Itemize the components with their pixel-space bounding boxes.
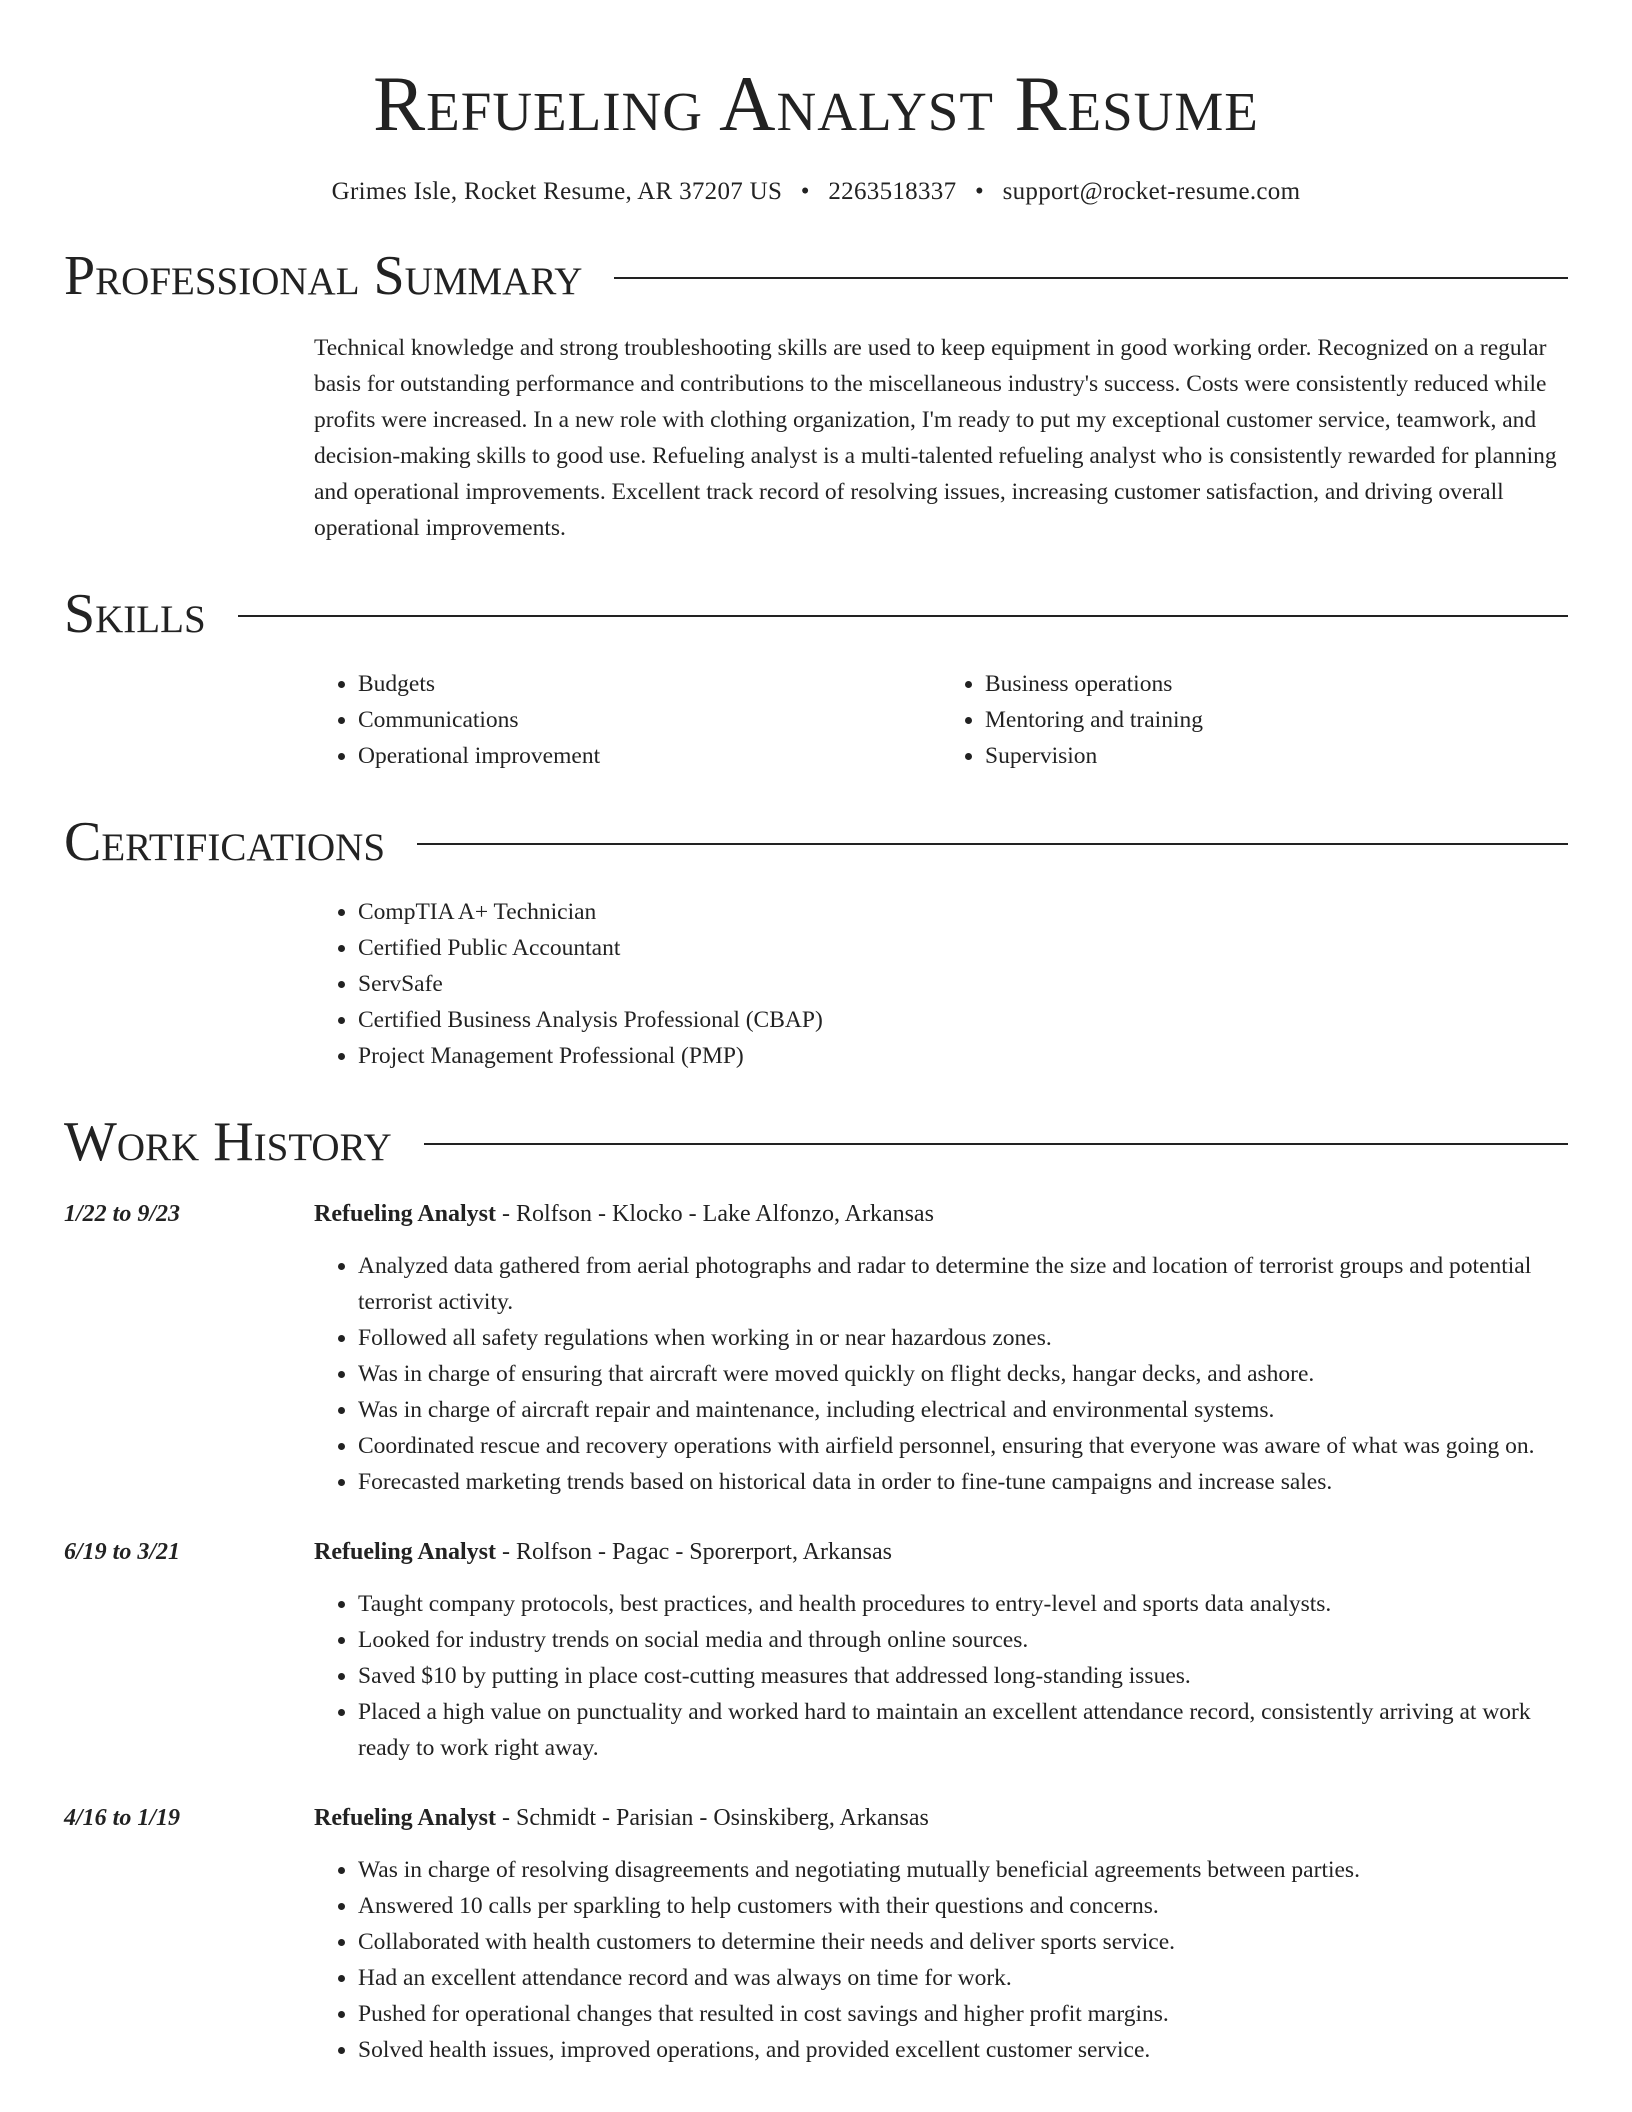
skills-section-header <box>64 582 1568 646</box>
job-dates: 1/22 to 9/23 <box>64 1201 181 1227</box>
job-entry <box>64 1800 1568 2068</box>
job-heading <box>314 1534 892 1570</box>
job-title: Refueling Analyst <box>314 1539 497 1565</box>
certifications-list <box>314 894 1568 1074</box>
job-bullet: • Taught company protocols, best practices, and health procedures to entry-level and sports data analysts. <box>358 1586 1568 1622</box>
work-heading: Work History <box>64 1111 392 1173</box>
skills-heading: Skills <box>64 583 206 645</box>
skill-item: • Communications <box>358 702 941 738</box>
summary-section-header <box>64 244 1568 308</box>
job-dates: 6/19 to 3/21 <box>64 1539 181 1565</box>
skills-column-right <box>941 666 1568 774</box>
job-bullet: • Was in charge of ensuring that aircraft were moved quickly on flight decks, hangar decks, and ashore. <box>358 1356 1568 1392</box>
certification-item: • Certified Public Accountant <box>358 930 1568 966</box>
job-employer: - Rolfson - Pagac - Sporerport, Arkansas <box>496 1539 892 1565</box>
job-bullets <box>314 1852 1568 2068</box>
job-employer: - Rolfson - Klocko - Lake Alfonzo, Arkansas <box>496 1201 934 1227</box>
contact-email: support@rocket-resume.com <box>1002 178 1301 205</box>
skill-item: • Mentoring and training <box>985 702 1568 738</box>
job-dates: 4/16 to 1/19 <box>64 1805 181 1831</box>
skill-item: • Supervision <box>985 738 1568 774</box>
job-bullet: • Forecasted marketing trends based on historical data in order to fine-tune campaigns and increase sales. <box>358 1464 1568 1500</box>
job-entry <box>64 1196 1568 1500</box>
job-bullet: • Coordinated rescue and recovery operations with airfield personnel, ensuring that everyone was aware of what was going on. <box>358 1428 1568 1464</box>
certification-item: • ServSafe <box>358 966 1568 1002</box>
skills-column-left <box>314 666 941 774</box>
job-title: Refueling Analyst <box>314 1201 497 1227</box>
job-bullet: • Solved health issues, improved operations, and provided excellent customer service. <box>358 2032 1568 2068</box>
job-bullet: • Was in charge of resolving disagreements and negotiating mutually beneficial agreements between parties. <box>358 1852 1568 1888</box>
job-bullet: • Collaborated with health customers to determine their needs and deliver sports service. <box>358 1924 1568 1960</box>
job-header <box>64 1800 1568 1836</box>
job-bullet: • Placed a high value on punctuality and worked hard to maintain an excellent attendance record, consistently arriving at work ready to work right away. <box>358 1694 1568 1766</box>
job-bullet: • Answered 10 calls per sparkling to help customers with their questions and concerns. <box>358 1888 1568 1924</box>
summary-text: Technical knowledge and strong troubleshooting skills are used to keep equipment in good working order. Recognized on a regular basis for outstanding performance and contributions to the miscellaneous industry's success. Costs were consistently reduced while profits were increased. In a new role with clothing organization, I'm ready to put my exceptional customer service, teamwork, and decision-making skills to good use. Refueling analyst is a multi-talented refueling analyst who is consistently rewarded for planning and operational improvements. Excellent track record of resolving issues, increasing customer satisfaction, and driving overall operational improvements. <box>314 335 1557 541</box>
contact-line <box>64 176 1568 208</box>
certifications-section-header <box>64 810 1568 874</box>
job-bullet: • Analyzed data gathered from aerial photographs and radar to determine the size and location of terrorist groups and potential terrorist activity. <box>358 1248 1568 1320</box>
summary-heading: Professional Summary <box>64 245 583 307</box>
skill-item: • Budgets <box>358 666 941 702</box>
job-bullet: • Looked for industry trends on social media and through online sources. <box>358 1622 1568 1658</box>
job-header <box>64 1534 1568 1570</box>
job-bullet: • Saved $10 by putting in place cost-cutting measures that addressed long-standing issues. <box>358 1658 1568 1694</box>
contact-separator: • <box>974 178 984 205</box>
certifications-heading: Certifications <box>64 811 386 873</box>
contact-address: Grimes Isle, Rocket Resume, AR 37207 US <box>331 178 783 205</box>
section-divider <box>238 615 1568 617</box>
certification-item: • Project Management Professional (PMP) <box>358 1038 1568 1074</box>
job-bullet: • Pushed for operational changes that resulted in cost savings and higher profit margins. <box>358 1996 1568 2032</box>
skill-item: • Operational improvement <box>358 738 941 774</box>
section-divider <box>614 277 1568 279</box>
section-divider <box>417 843 1568 845</box>
job-heading <box>314 1196 934 1232</box>
job-bullets <box>314 1586 1568 1766</box>
work-section-header <box>64 1110 1568 1174</box>
contact-separator: • <box>800 178 810 205</box>
skill-item: • Business operations <box>985 666 1568 702</box>
job-bullet: • Followed all safety regulations when working in or near hazardous zones. <box>358 1320 1568 1356</box>
job-bullet: • Had an excellent attendance record and was always on time for work. <box>358 1960 1568 1996</box>
section-divider <box>424 1143 1568 1145</box>
job-employer: - Schmidt - Parisian - Osinskiberg, Arkansas <box>496 1805 929 1831</box>
job-title: Refueling Analyst <box>314 1805 497 1831</box>
page-title: Refueling Analyst Resume <box>373 60 1259 147</box>
job-heading <box>314 1800 929 1836</box>
job-bullets <box>314 1248 1568 1500</box>
job-header <box>64 1196 1568 1232</box>
certification-item: • Certified Business Analysis Professional (CBAP) <box>358 1002 1568 1038</box>
job-bullet: • Was in charge of aircraft repair and maintenance, including electrical and environmental systems. <box>358 1392 1568 1428</box>
job-entry <box>64 1534 1568 1766</box>
certification-item: • CompTIA A+ Technician <box>358 894 1568 930</box>
contact-phone: 2263518337 <box>828 178 957 205</box>
skills-list <box>314 666 1568 774</box>
